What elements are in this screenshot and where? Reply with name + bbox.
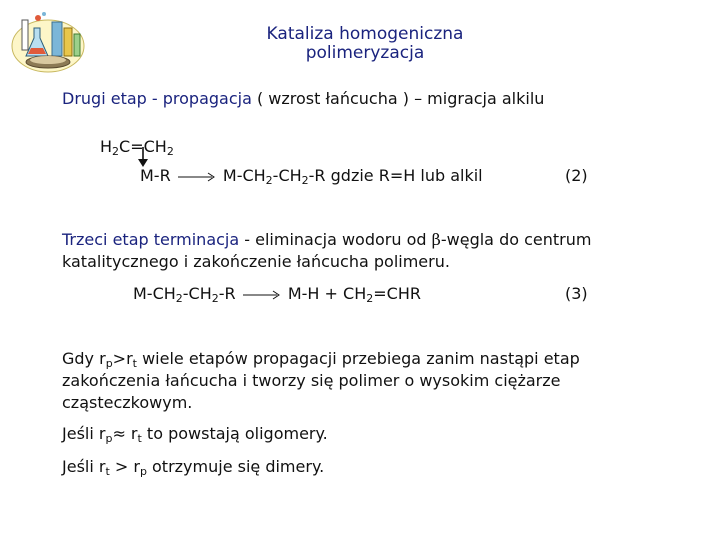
termination-stage-label: Trzeci etap terminacja [62,230,240,249]
title-line-2: polimeryzacja [305,43,425,63]
slide-title [220,25,510,63]
paragraph-line-1: Gdy $r_p>r_t$ wiele etapów propagacji przebiega zanim nastąpi etap [62,349,580,370]
equation-number-2: (2) [565,166,588,185]
propagation-equation: M-R $M-CH_2-CH_2-R$ gdzie R=H lub alkil [140,166,483,187]
propagation-heading [62,88,544,110]
title-line-1: Kataliza homogeniczna [266,24,464,44]
reaction-arrow-icon [241,289,283,301]
propagation-left: M-R [140,166,171,185]
lab-glassware-clipart-icon [8,8,90,74]
beta-symbol: β [431,230,441,249]
termination-equation: $M-CH_2-CH_2-R$ $M-H + CH_2=CHR$ [133,284,421,305]
propagation-stage-label: Drugi etap - propagacja [62,89,252,108]
paragraph-oligomers: Jeśli $r_p\approx r_t$ to powstają oligomery. [62,424,328,445]
reaction-arrow-icon [176,171,218,183]
paragraph-rate-comparison [62,348,580,414]
migration-down-arrow-icon [136,147,150,167]
paragraph-dimers: Jeśli $r_t > r_p$ otrzymuje się dimery. [62,457,325,478]
equation-number-3: (3) [565,284,588,303]
paragraph-line-2: zakończenia łańcucha i tworzy się polimer o wysokim ciężarze [62,371,561,390]
termination-heading-line-2: katalitycznego i zakończenie łańcucha polimeru. [62,252,450,271]
propagation-note: gdzie R=H lub alkil [330,166,483,185]
ethylene-formula: $H_2C=CH_2$ [100,137,174,158]
termination-heading: Trzeci etap terminacja - eliminacja wodoru od β-węgla do centrum [62,230,592,249]
propagation-heading-rest: ( wzrost łańcucha ) – migracja alkilu [251,89,545,108]
paragraph-line-3: cząsteczkowym. [62,393,193,412]
